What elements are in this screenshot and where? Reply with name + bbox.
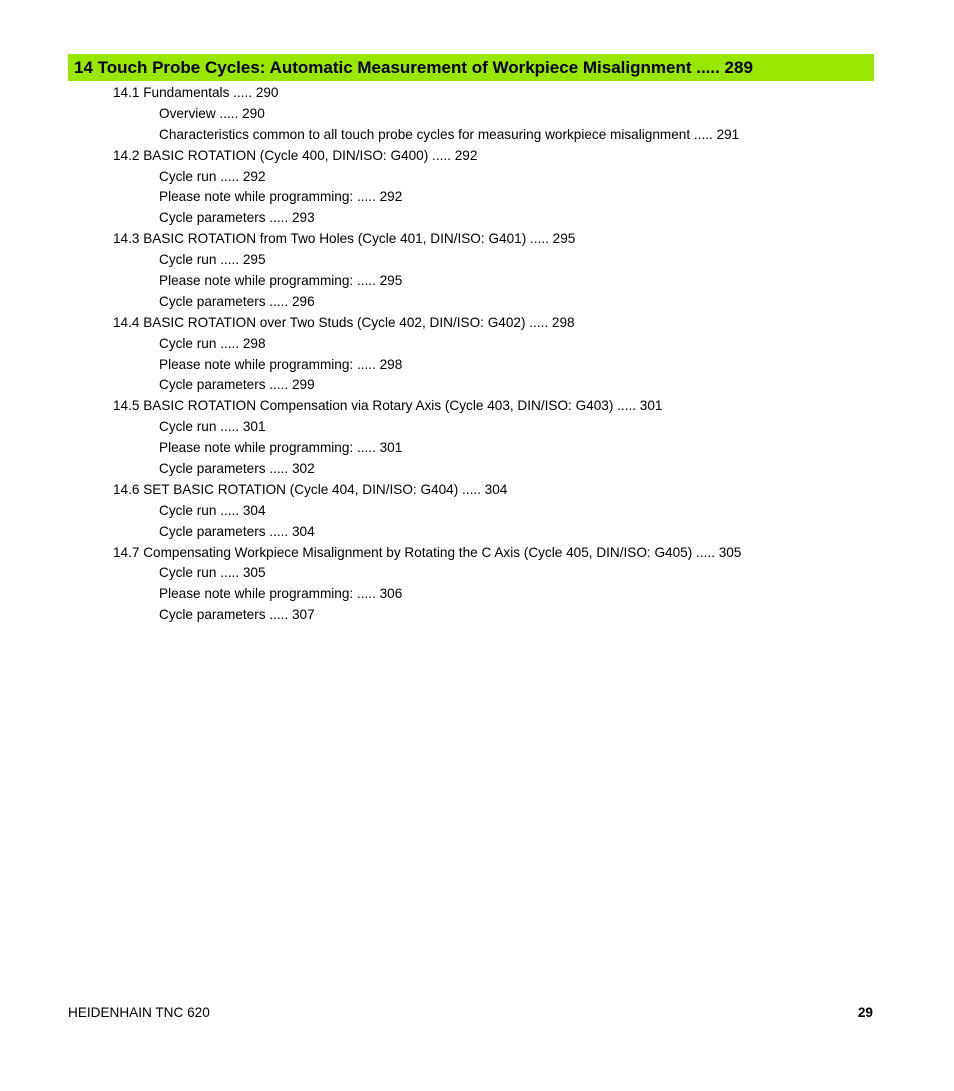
toc-subsection-entry[interactable]: Cycle parameters ..... 293 (159, 210, 315, 226)
toc-subsection-entry[interactable]: Please note while programming: ..... 301 (159, 440, 403, 456)
toc-subsection-entry[interactable]: Cycle run ..... 295 (159, 252, 266, 268)
toc-subsection-entry[interactable]: Cycle run ..... 298 (159, 335, 266, 351)
footer-product-name: HEIDENHAIN TNC 620 (68, 1005, 210, 1020)
toc-section-entry[interactable]: 14.6 SET BASIC ROTATION (Cycle 404, DIN/ISO: G404) ..... 304 (113, 481, 508, 497)
toc-subsection-entry[interactable]: Please note while programming: ..... 298 (159, 356, 403, 372)
toc-subsection-entry[interactable]: Cycle run ..... 305 (159, 565, 266, 581)
toc-section-entry[interactable]: 14.5 BASIC ROTATION Compensation via Rotary Axis (Cycle 403, DIN/ISO: G403) ..... 301 (113, 398, 663, 414)
toc-subsection-entry[interactable]: Please note while programming: ..... 292 (159, 189, 403, 205)
toc-section-entry[interactable]: 14.7 Compensating Workpiece Misalignment by Rotating the C Axis (Cycle 405, DIN/ISO: G405) ..... 305 (113, 544, 742, 560)
toc-subsection-entry[interactable]: Overview ..... 290 (159, 105, 265, 121)
toc-section-entry[interactable]: 14.4 BASIC ROTATION over Two Studs (Cycle 402, DIN/ISO: G402) ..... 298 (113, 314, 575, 330)
toc-section-entry[interactable]: 14.3 BASIC ROTATION from Two Holes (Cycle 401, DIN/ISO: G401) ..... 295 (113, 231, 576, 247)
toc-subsection-entry[interactable]: Cycle parameters ..... 307 (159, 607, 315, 623)
toc-section-entry[interactable]: 14.2 BASIC ROTATION (Cycle 400, DIN/ISO: G400) ..... 292 (113, 147, 478, 163)
toc-subsection-entry[interactable]: Cycle run ..... 292 (159, 168, 266, 184)
toc-subsection-entry[interactable]: Cycle parameters ..... 302 (159, 461, 315, 477)
page-number: 29 (857, 1005, 873, 1020)
toc-subsection-entry[interactable]: Cycle parameters ..... 304 (159, 523, 315, 539)
toc-subsection-entry[interactable]: Please note while programming: ..... 306 (159, 586, 403, 602)
toc-subsection-entry[interactable]: Cycle parameters ..... 296 (159, 293, 315, 309)
toc-subsection-entry[interactable]: Cycle parameters ..... 299 (159, 377, 315, 393)
table-of-contents (113, 83, 883, 626)
toc-subsection-entry[interactable]: Cycle run ..... 301 (159, 419, 266, 435)
toc-subsection-entry[interactable]: Characteristics common to all touch probe cycles for measuring workpiece misalignment ..... 291 (159, 126, 740, 142)
toc-subsection-entry[interactable]: Please note while programming: ..... 295 (159, 273, 403, 289)
toc-section-entry[interactable]: 14.1 Fundamentals ..... 290 (113, 85, 279, 100)
chapter-heading[interactable]: 14 Touch Probe Cycles: Automatic Measurement of Workpiece Misalignment ..... 289 (68, 54, 874, 81)
toc-subsection-entry[interactable]: Cycle run ..... 304 (159, 502, 266, 518)
